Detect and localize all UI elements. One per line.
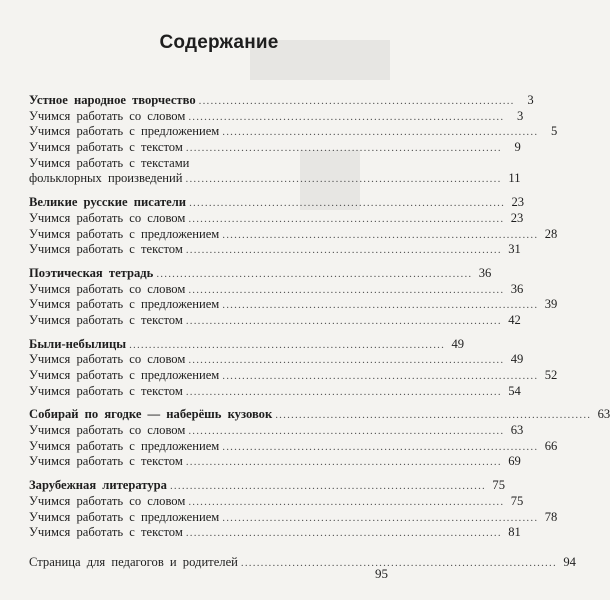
toc-section-heading[interactable] — [29, 93, 534, 109]
dot-leader: ................................................................................ — [156, 267, 473, 280]
page-folio-number: 95 — [375, 566, 388, 581]
toc-page-number: 5 — [550, 124, 558, 139]
toc-page-number: 9 — [514, 140, 521, 155]
toc-section — [29, 93, 558, 187]
toc-entry-label: Учимся работать с текстами — [29, 155, 190, 170]
toc-heading-label: Зарубежная литература — [29, 478, 167, 493]
toc-section — [29, 478, 558, 541]
dot-leader: ................................................................................ — [185, 527, 502, 540]
toc-page-number: 52 — [544, 368, 558, 382]
page-title: Содержание — [159, 32, 279, 53]
dot-leader: ................................................................................ — [188, 212, 505, 225]
dot-leader: ................................................................................ — [222, 440, 539, 453]
toc-entry-first-line[interactable] — [29, 156, 388, 172]
toc-page-number: 66 — [544, 438, 558, 453]
toc-entry[interactable] — [29, 108, 524, 125]
dot-leader: ................................................................................ — [222, 511, 539, 524]
toc-entry[interactable] — [29, 423, 524, 439]
toc-entry-label: Учимся работать с предложением — [29, 509, 220, 524]
dot-leader: ................................................................................ — [185, 456, 502, 469]
toc-section — [29, 336, 558, 400]
toc-page-number: 36 — [510, 281, 524, 296]
toc-entry-label: Учимся работать со словом — [29, 108, 186, 123]
toc-page-number: 63 — [597, 407, 610, 422]
toc-page-number: 75 — [492, 478, 505, 493]
toc-entry-label: Учимся работать с предложением — [29, 368, 220, 382]
toc-entry[interactable] — [29, 454, 521, 470]
toc-entry-label: Учимся работать с предложением — [29, 124, 220, 139]
dot-leader: ................................................................................ — [198, 95, 515, 107]
toc-section-heading[interactable] — [29, 265, 492, 282]
toc-entry[interactable] — [29, 383, 521, 400]
toc-entry-label: Учимся работать со словом — [29, 352, 186, 367]
toc-entry[interactable] — [29, 226, 558, 243]
toc-heading-label: Были-небылицы — [29, 336, 127, 351]
toc-page-number: 78 — [544, 509, 558, 524]
toc-page-number: 54 — [508, 383, 521, 398]
toc-entry-label: Учимся работать с текстом — [29, 312, 183, 327]
toc-entry-label: Учимся работать с текстом — [29, 242, 183, 257]
toc-page-number: 28 — [544, 226, 558, 241]
toc-entry-label: Учимся работать с предложением — [29, 297, 220, 312]
toc-entry[interactable] — [29, 171, 521, 187]
dot-leader: ................................................................................ — [188, 495, 505, 508]
toc-entry-label: Учимся работать со словом — [29, 210, 186, 225]
toc-entry[interactable] — [29, 312, 521, 329]
dot-leader: ................................................................................ — [188, 283, 505, 296]
table-of-contents — [29, 93, 610, 571]
toc-section — [29, 407, 610, 470]
dot-leader: ................................................................................ — [275, 409, 592, 422]
toc-page-number: 23 — [510, 210, 524, 225]
toc-page-number: 3 — [517, 108, 524, 123]
toc-page-number: 63 — [510, 423, 524, 438]
toc-entry[interactable] — [29, 438, 558, 455]
toc-section-heading[interactable] — [29, 478, 505, 494]
toc-section-heading[interactable] — [29, 336, 465, 353]
toc-entry-label: Учимся работать со словом — [29, 281, 186, 296]
toc-entry[interactable] — [29, 140, 521, 156]
dot-leader: ................................................................................ — [222, 370, 539, 382]
toc-page-number: 36 — [478, 265, 492, 280]
toc-section — [29, 195, 558, 258]
dot-leader: ................................................................................ — [189, 197, 506, 210]
toc-heading-label: Устное народное творчество — [29, 93, 196, 107]
toc-footer-entry[interactable] — [29, 554, 576, 571]
toc-entry[interactable] — [29, 525, 521, 541]
dot-leader: ................................................................................ — [169, 480, 486, 493]
toc-entry[interactable] — [29, 210, 524, 227]
dot-leader: ................................................................................ — [222, 126, 539, 139]
toc-entry-label: Учимся работать с предложением — [29, 438, 220, 453]
toc-page-number: 69 — [508, 454, 521, 469]
toc-section-heading[interactable] — [29, 407, 610, 423]
dot-leader: ................................................................................ — [222, 228, 539, 241]
toc-entry-label: Страница для педагогов и родителей — [29, 554, 238, 569]
toc-heading-label: Великие русские писатели — [29, 195, 187, 210]
toc-page-number: 42 — [508, 312, 521, 327]
toc-page-number: 31 — [508, 242, 521, 257]
toc-page-number: 49 — [451, 336, 465, 351]
dot-leader: ................................................................................ — [185, 314, 502, 327]
toc-page-number: 81 — [508, 525, 521, 540]
dot-leader: ................................................................................ — [185, 244, 502, 257]
toc-entry[interactable] — [29, 509, 558, 526]
toc-entry[interactable] — [29, 368, 558, 384]
toc-section — [29, 265, 558, 329]
toc-entry-label: Учимся работать со словом — [29, 423, 186, 438]
toc-page-number: 39 — [544, 297, 558, 312]
toc-entry[interactable] — [29, 297, 558, 313]
dot-leader: ................................................................................ — [185, 173, 502, 186]
toc-entry-label-continued: фольклорных произведений — [29, 171, 183, 186]
dot-leader: ................................................................................ — [240, 556, 557, 569]
toc-entry[interactable] — [29, 124, 558, 140]
toc-entry-label: Учимся работать со словом — [29, 493, 186, 508]
toc-entry-label: Учимся работать с текстом — [29, 383, 183, 398]
toc-page-number: 49 — [510, 352, 524, 367]
toc-entry-label: Учимся работать с текстом — [29, 454, 183, 469]
toc-page-number: 3 — [527, 93, 534, 107]
toc-entry-label: Учимся работать с текстом — [29, 525, 183, 540]
toc-entry[interactable] — [29, 242, 521, 258]
toc-heading-label: Поэтическая тетрадь — [29, 265, 154, 280]
toc-page-number: 75 — [510, 493, 524, 508]
toc-entry-label: Учимся работать с предложением — [29, 226, 220, 241]
toc-page-number: 94 — [563, 554, 576, 569]
toc-section-heading[interactable] — [29, 195, 525, 211]
toc-entry[interactable] — [29, 281, 524, 298]
dot-leader: ................................................................................ — [188, 354, 505, 367]
toc-entry[interactable] — [29, 493, 524, 510]
toc-heading-label: Собирай по ягодке — наберёшь кузовок — [29, 407, 273, 422]
dot-leader: ................................................................................ — [129, 338, 446, 351]
toc-entry-label: Учимся работать с текстом — [29, 140, 183, 155]
dot-leader: ................................................................................ — [222, 299, 539, 312]
dot-leader: ................................................................................ — [185, 385, 502, 398]
dot-leader: ................................................................................ — [185, 142, 502, 155]
toc-page-number: 11 — [508, 171, 521, 186]
toc-entry[interactable] — [29, 352, 524, 368]
dot-leader: ................................................................................ — [188, 110, 505, 123]
toc-page-number: 23 — [511, 195, 525, 210]
dot-leader: ................................................................................ — [188, 425, 505, 438]
